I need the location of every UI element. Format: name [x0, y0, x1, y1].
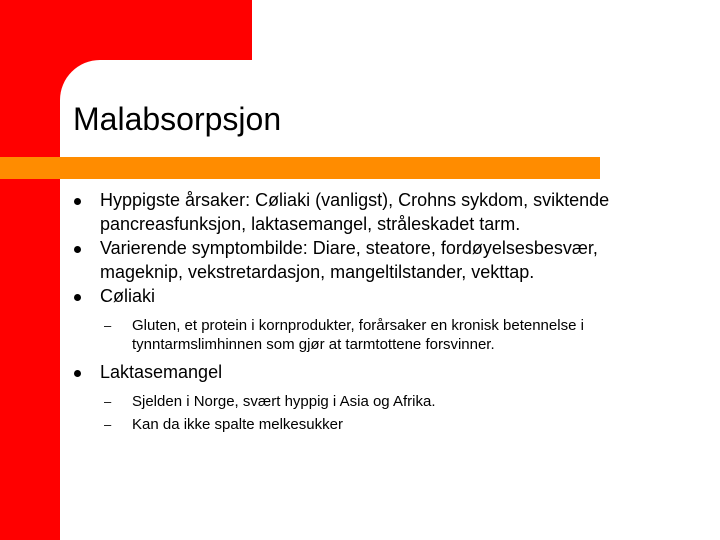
sub-bullet-text: Kan da ikke spalte melkesukker [132, 416, 343, 433]
sub-bullet-text: Sjelden i Norge, svært hyppig i Asia og Afrika. [132, 393, 436, 410]
bullet-text: Cøliaki [100, 286, 156, 306]
title-underline-bar [0, 157, 600, 179]
sub-bullet-item [74, 415, 684, 434]
sub-bullet-item [74, 392, 684, 411]
bullet-item [74, 360, 684, 384]
bullet-text: Varierende symptombilde: Diare, steatore, fordøyelsesbesvær, mageknip, vekstretardasjon, mangeltilstander, vekttap. [100, 238, 598, 282]
bullet-list [74, 188, 684, 434]
slide-title: Malabsorpsjon [73, 101, 282, 137]
bullet-dot-icon [74, 198, 81, 205]
bullet-dot-icon [74, 246, 81, 253]
bullet-text: Hyppigste årsaker: Cøliaki (vanligst), Crohns sykdom, sviktende pancreasfunksjon, laktasemangel, stråleskadet tarm. [100, 190, 610, 234]
sub-bullet-item [74, 316, 684, 354]
bullet-item [74, 284, 684, 308]
sub-bullet-text: Gluten, et protein i kornprodukter, forårsaker en kronisk betennelse i tynntarmslimhinnen som gjør at tarmtottene forsvinner. [132, 317, 584, 353]
bullet-item [74, 188, 684, 236]
dash-marker-icon: – [104, 417, 112, 432]
bullet-dot-icon [74, 294, 81, 301]
bullet-dot-icon [74, 370, 81, 377]
dash-marker-icon: – [104, 394, 112, 409]
dash-marker-icon: – [104, 318, 112, 333]
bullet-item [74, 236, 684, 284]
bullet-text: Laktasemangel [100, 362, 223, 382]
